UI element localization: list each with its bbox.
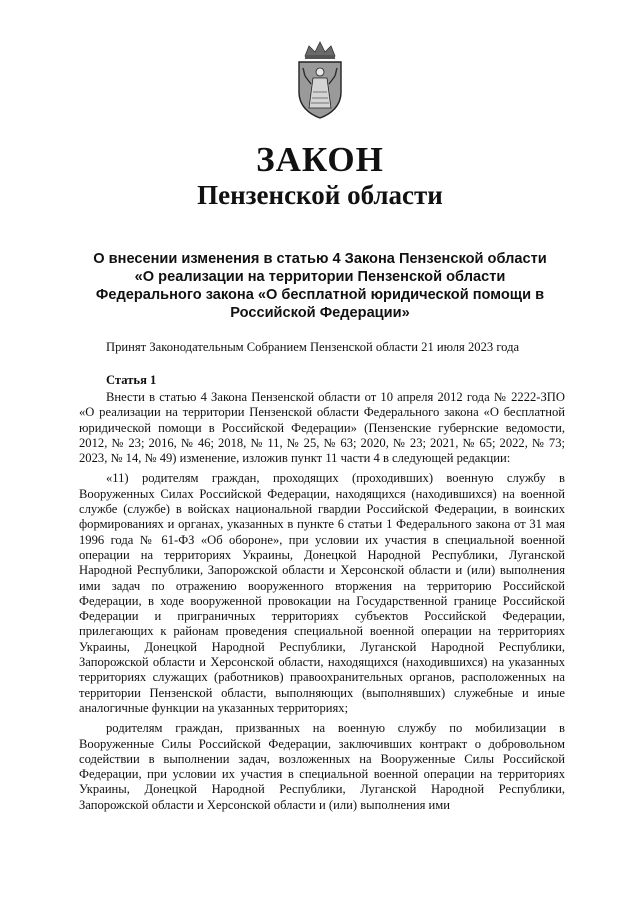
paragraph: родителям граждан, призванных на военную службу по мобилизации в Вооруженные Силы Российской Федерации, заключивших контракт о добровольном содействии в выполнении задач, возложенных на Вооруженные Силы Российской Федерации, при условии их участия в специальной военной операции на территориях Украины, Донецкой Народной Республики, Луганской Народной Республики, Запорожской области и Херсонской области и (или) выполнения ими bbox=[79, 721, 565, 812]
paragraph: Внести в статью 4 Закона Пензенской области от 10 апреля 2012 года № 2222-ЗПО «О реализации на территории Пензенской области Федерального закона «О бесплатной юридической помощи в Российской Федерации» (Пензенские губернские ведомости, 2012, № 23; 2016, № 46; 2018, № 11, № 25, № 63; 2020, № 23; 2021, № 65; 2022, № 73; 2023, № 14, № 49) изменение, изложив пункт 11 части 4 в следующей редакции: bbox=[79, 390, 565, 466]
law-title: ЗАКОН bbox=[256, 140, 384, 179]
article-heading: Статья 1 bbox=[106, 373, 157, 387]
penza-coat-of-arms-icon bbox=[291, 40, 349, 120]
law-subject bbox=[70, 250, 570, 322]
paragraph: «11) родителям граждан, проходящих (проходивших) военную службу в Вооруженных Силах Российской Федерации, находящихся (находившихся) на военной службе (службе) в войсках национальной гвардии Российской Федерации, в воинских формированиях и органах, указанных в пункте 6 статьи 1 Федерального закона от 31 мая 1996 года № 61-ФЗ «Об обороне», при условии их участия в специальной военной операции на территориях Украины, Донецкой Народной Республики, Луганской Народной Республики, Запорожской области и Херсонской области и (или) выполнения ими задач по отражению вооруженного вторжения на территорию Российской Федерации, в ходе вооруженной провокации на Государственной границе Российской Федерации и приграничных территориях субъектов Российской Федерации, прилегающих к районам проведения специальной военной операции на территориях Украины, Донецкой Народной Республики, Луганской Народной Республики, Запорожской области и Херсонской области, находящихся (находившихся) на указанных территориях служащих (работников) правоохранительных органов, расположенных на территории Пензенской области, выполняющих (выполнявших) служебные и иные аналогичные функции на указанных территориях; bbox=[79, 471, 565, 715]
subject-line: О внесении изменения в статью 4 Закона Пензенской области bbox=[93, 251, 547, 267]
law-region: Пензенской области bbox=[197, 180, 443, 210]
adoption-note: Принят Законодательным Собранием Пензенской области 21 июля 2023 года bbox=[106, 340, 520, 354]
article-body bbox=[79, 390, 565, 818]
subject-line: «О реализации на территории Пензенской области bbox=[134, 269, 506, 285]
subject-line: Федерального закона «О бесплатной юридической помощи в bbox=[95, 287, 545, 303]
subject-line: Российской Федерации» bbox=[230, 305, 410, 321]
